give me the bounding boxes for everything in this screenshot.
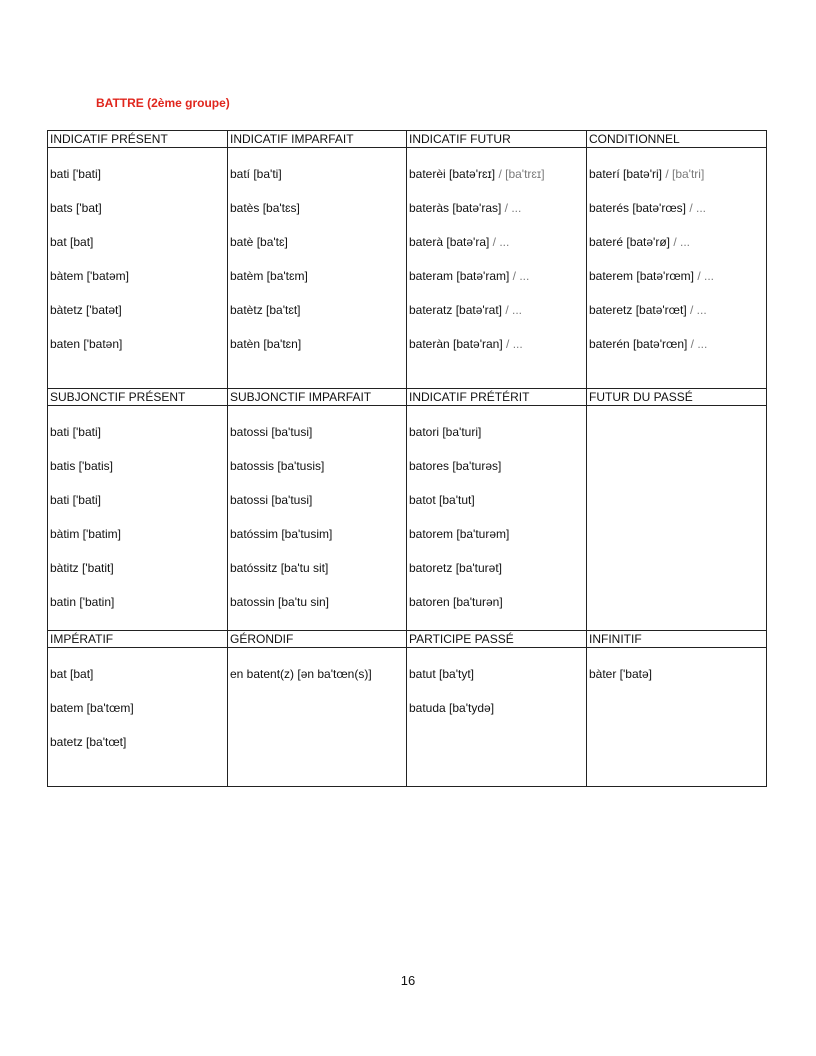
verb-form bbox=[589, 166, 766, 200]
verb-form-main: batóssitz [ba'tu sit] bbox=[230, 561, 329, 575]
verb-form-main: bàtetz ['batət] bbox=[50, 303, 122, 317]
verb-form-main: bateràs [batə'ras] bbox=[409, 201, 502, 215]
verb-form-main: baterén [batə'rœn] bbox=[589, 337, 688, 351]
verb-form-main: baterí [batə'ri] bbox=[589, 167, 662, 181]
tense-header: INDICATIF FUTUR bbox=[407, 131, 587, 148]
verb-form-main: batossi [ba'tusi] bbox=[230, 425, 313, 439]
verb-form-main: batetz [ba'tœt] bbox=[50, 735, 127, 749]
verb-form-main: batès [ba'tɛs] bbox=[230, 201, 300, 215]
verb-form-main: baterèi [batə'rɛɪ] bbox=[409, 167, 496, 181]
verb-form-main: batossi [ba'tusi] bbox=[230, 493, 313, 507]
verb-form bbox=[50, 302, 227, 336]
tense-header: INFINITIF bbox=[587, 631, 767, 648]
verb-form bbox=[409, 594, 586, 628]
verb-form-main: bateré [batə'rø] bbox=[589, 235, 670, 249]
verb-form-main: batèm [ba'tɛm] bbox=[230, 269, 308, 283]
verb-form bbox=[230, 666, 406, 700]
verb-form-variant: / ... bbox=[686, 201, 707, 215]
tense-header: INDICATIF PRÉSENT bbox=[48, 131, 228, 148]
tense-header: SUBJONCTIF PRÉSENT bbox=[48, 389, 228, 406]
verb-form bbox=[589, 200, 766, 234]
verb-form-main: baterem [batə'rœm] bbox=[589, 269, 694, 283]
verb-form-main: batí [ba'ti] bbox=[230, 167, 282, 181]
forms-cell bbox=[409, 406, 586, 628]
verb-form bbox=[50, 492, 227, 526]
verb-form-main: bateràn [batə'ran] bbox=[409, 337, 503, 351]
verb-form bbox=[409, 560, 586, 594]
verb-form bbox=[230, 302, 406, 336]
verb-form bbox=[230, 526, 406, 560]
verb-form bbox=[50, 234, 227, 268]
verb-form bbox=[50, 700, 227, 734]
verb-form-main: bàtem ['batəm] bbox=[50, 269, 129, 283]
verb-form-main: bateretz [batə'rœt] bbox=[589, 303, 687, 317]
verb-form bbox=[589, 302, 766, 336]
forms-cell bbox=[589, 648, 766, 700]
block3-header-row bbox=[48, 631, 767, 648]
verb-title: BATTRE (2ème groupe) bbox=[96, 96, 230, 110]
verb-form bbox=[230, 424, 406, 458]
verb-form bbox=[230, 458, 406, 492]
verb-form bbox=[409, 336, 586, 370]
verb-form-main: batut [ba'tyt] bbox=[409, 667, 474, 681]
verb-form-main: batori [ba'turi] bbox=[409, 425, 482, 439]
verb-form-main: batètz [ba'tɛt] bbox=[230, 303, 301, 317]
verb-form-main: batossin [ba'tu sin] bbox=[230, 595, 330, 609]
verb-form bbox=[589, 336, 766, 370]
block2-forms-row bbox=[48, 406, 767, 631]
tense-header: INDICATIF PRÉTÉRIT bbox=[407, 389, 587, 406]
tense-header: SUBJONCTIF IMPARFAIT bbox=[228, 389, 407, 406]
verb-form bbox=[50, 424, 227, 458]
verb-form-main: bati ['bati] bbox=[50, 167, 101, 181]
block3-forms-row bbox=[48, 648, 767, 787]
verb-form-main: baterés [batə'rœs] bbox=[589, 201, 686, 215]
verb-form-main: batis ['batis] bbox=[50, 459, 113, 473]
verb-form bbox=[230, 492, 406, 526]
verb-form bbox=[409, 302, 586, 336]
verb-form-main: batot [ba'tut] bbox=[409, 493, 475, 507]
verb-form-variant: / ... bbox=[686, 303, 707, 317]
forms-cell bbox=[409, 148, 586, 370]
verb-form-variant: / ... bbox=[489, 235, 510, 249]
verb-form-variant: / [ba'trɛɪ] bbox=[495, 167, 545, 181]
verb-form bbox=[230, 268, 406, 302]
verb-form bbox=[50, 200, 227, 234]
verb-form bbox=[50, 268, 227, 302]
verb-form-main: en batent(z) [ən ba'tœn(s)] bbox=[230, 667, 372, 681]
verb-form bbox=[409, 424, 586, 458]
verb-form bbox=[589, 234, 766, 268]
forms-cell bbox=[589, 148, 766, 370]
verb-form-main: baten ['batən] bbox=[50, 337, 123, 351]
block1-header-row bbox=[48, 131, 767, 148]
forms-cell bbox=[589, 406, 766, 424]
verb-form bbox=[409, 700, 586, 734]
verb-form-main: bat [bat] bbox=[50, 235, 94, 249]
verb-form-main: batorem [ba'turəm] bbox=[409, 527, 510, 541]
verb-form bbox=[230, 594, 406, 628]
verb-form-variant: / ... bbox=[502, 303, 523, 317]
forms-cell bbox=[409, 648, 586, 734]
verb-form bbox=[230, 200, 406, 234]
verb-form-variant: / ... bbox=[501, 201, 522, 215]
verb-form-main: bàtim ['batim] bbox=[50, 527, 121, 541]
tense-header: FUTUR DU PASSÉ bbox=[587, 389, 767, 406]
verb-form bbox=[50, 336, 227, 370]
verb-form bbox=[409, 666, 586, 700]
verb-form bbox=[409, 492, 586, 526]
verb-form bbox=[230, 560, 406, 594]
forms-cell bbox=[230, 648, 406, 700]
verb-form-main: bats ['bat] bbox=[50, 201, 102, 215]
verb-form-main: batèn [ba'tɛn] bbox=[230, 337, 302, 351]
tense-header: CONDITIONNEL bbox=[587, 131, 767, 148]
verb-form bbox=[589, 268, 766, 302]
verb-form-main: batossis [ba'tusis] bbox=[230, 459, 325, 473]
verb-form bbox=[409, 458, 586, 492]
verb-form-variant: / ... bbox=[502, 337, 523, 351]
verb-form-variant: / ... bbox=[687, 337, 708, 351]
verb-form-main: batoren [ba'turən] bbox=[409, 595, 503, 609]
verb-form bbox=[50, 458, 227, 492]
verb-form-main: bat [bat] bbox=[50, 667, 94, 681]
verb-form-variant: / [ba'tri] bbox=[662, 167, 705, 181]
verb-form-main: bati ['bati] bbox=[50, 493, 101, 507]
block1-forms-row bbox=[48, 148, 767, 389]
verb-form-main: bateram [batə'ram] bbox=[409, 269, 510, 283]
verb-form-main: batóssim [ba'tusim] bbox=[230, 527, 333, 541]
verb-form-variant: / ... bbox=[509, 269, 530, 283]
verb-form-main: bàtitz ['batit] bbox=[50, 561, 114, 575]
forms-cell bbox=[230, 406, 406, 628]
verb-form bbox=[50, 560, 227, 594]
conjugation-table bbox=[47, 130, 767, 787]
verb-form-main: baterà [batə'ra] bbox=[409, 235, 490, 249]
forms-cell bbox=[50, 148, 227, 370]
verb-form-variant: / ... bbox=[670, 235, 691, 249]
verb-form bbox=[409, 234, 586, 268]
block2-header-row bbox=[48, 389, 767, 406]
verb-form bbox=[409, 166, 586, 200]
verb-form bbox=[50, 526, 227, 560]
verb-form-main: bateratz [batə'rat] bbox=[409, 303, 503, 317]
verb-form-main: batores [ba'turəs] bbox=[409, 459, 502, 473]
verb-form-main: batuda [ba'tydə] bbox=[409, 701, 495, 715]
verb-form bbox=[230, 166, 406, 200]
verb-form bbox=[50, 166, 227, 200]
verb-form bbox=[50, 594, 227, 628]
forms-cell bbox=[50, 648, 227, 768]
page-number: 16 bbox=[400, 973, 416, 988]
verb-form bbox=[230, 336, 406, 370]
tense-header: IMPÉRATIF bbox=[48, 631, 228, 648]
verb-form bbox=[589, 666, 766, 700]
verb-form-main: batem [ba'tœm] bbox=[50, 701, 134, 715]
verb-form-main: batoretz [ba'turət] bbox=[409, 561, 503, 575]
forms-cell bbox=[230, 148, 406, 370]
verb-form bbox=[50, 666, 227, 700]
verb-form bbox=[230, 234, 406, 268]
verb-form-variant: / ... bbox=[694, 269, 715, 283]
verb-form bbox=[409, 526, 586, 560]
verb-form bbox=[50, 734, 227, 768]
tense-header: PARTICIPE PASSÉ bbox=[407, 631, 587, 648]
tense-header: INDICATIF IMPARFAIT bbox=[228, 131, 407, 148]
verb-form-main: batè [ba'tɛ] bbox=[230, 235, 288, 249]
verb-form-main: batin ['batin] bbox=[50, 595, 115, 609]
tense-header: GÉRONDIF bbox=[228, 631, 407, 648]
verb-form bbox=[409, 200, 586, 234]
verb-form bbox=[409, 268, 586, 302]
verb-form-main: bàter ['batə] bbox=[589, 667, 652, 681]
forms-cell bbox=[50, 406, 227, 628]
verb-form-main: bati ['bati] bbox=[50, 425, 101, 439]
